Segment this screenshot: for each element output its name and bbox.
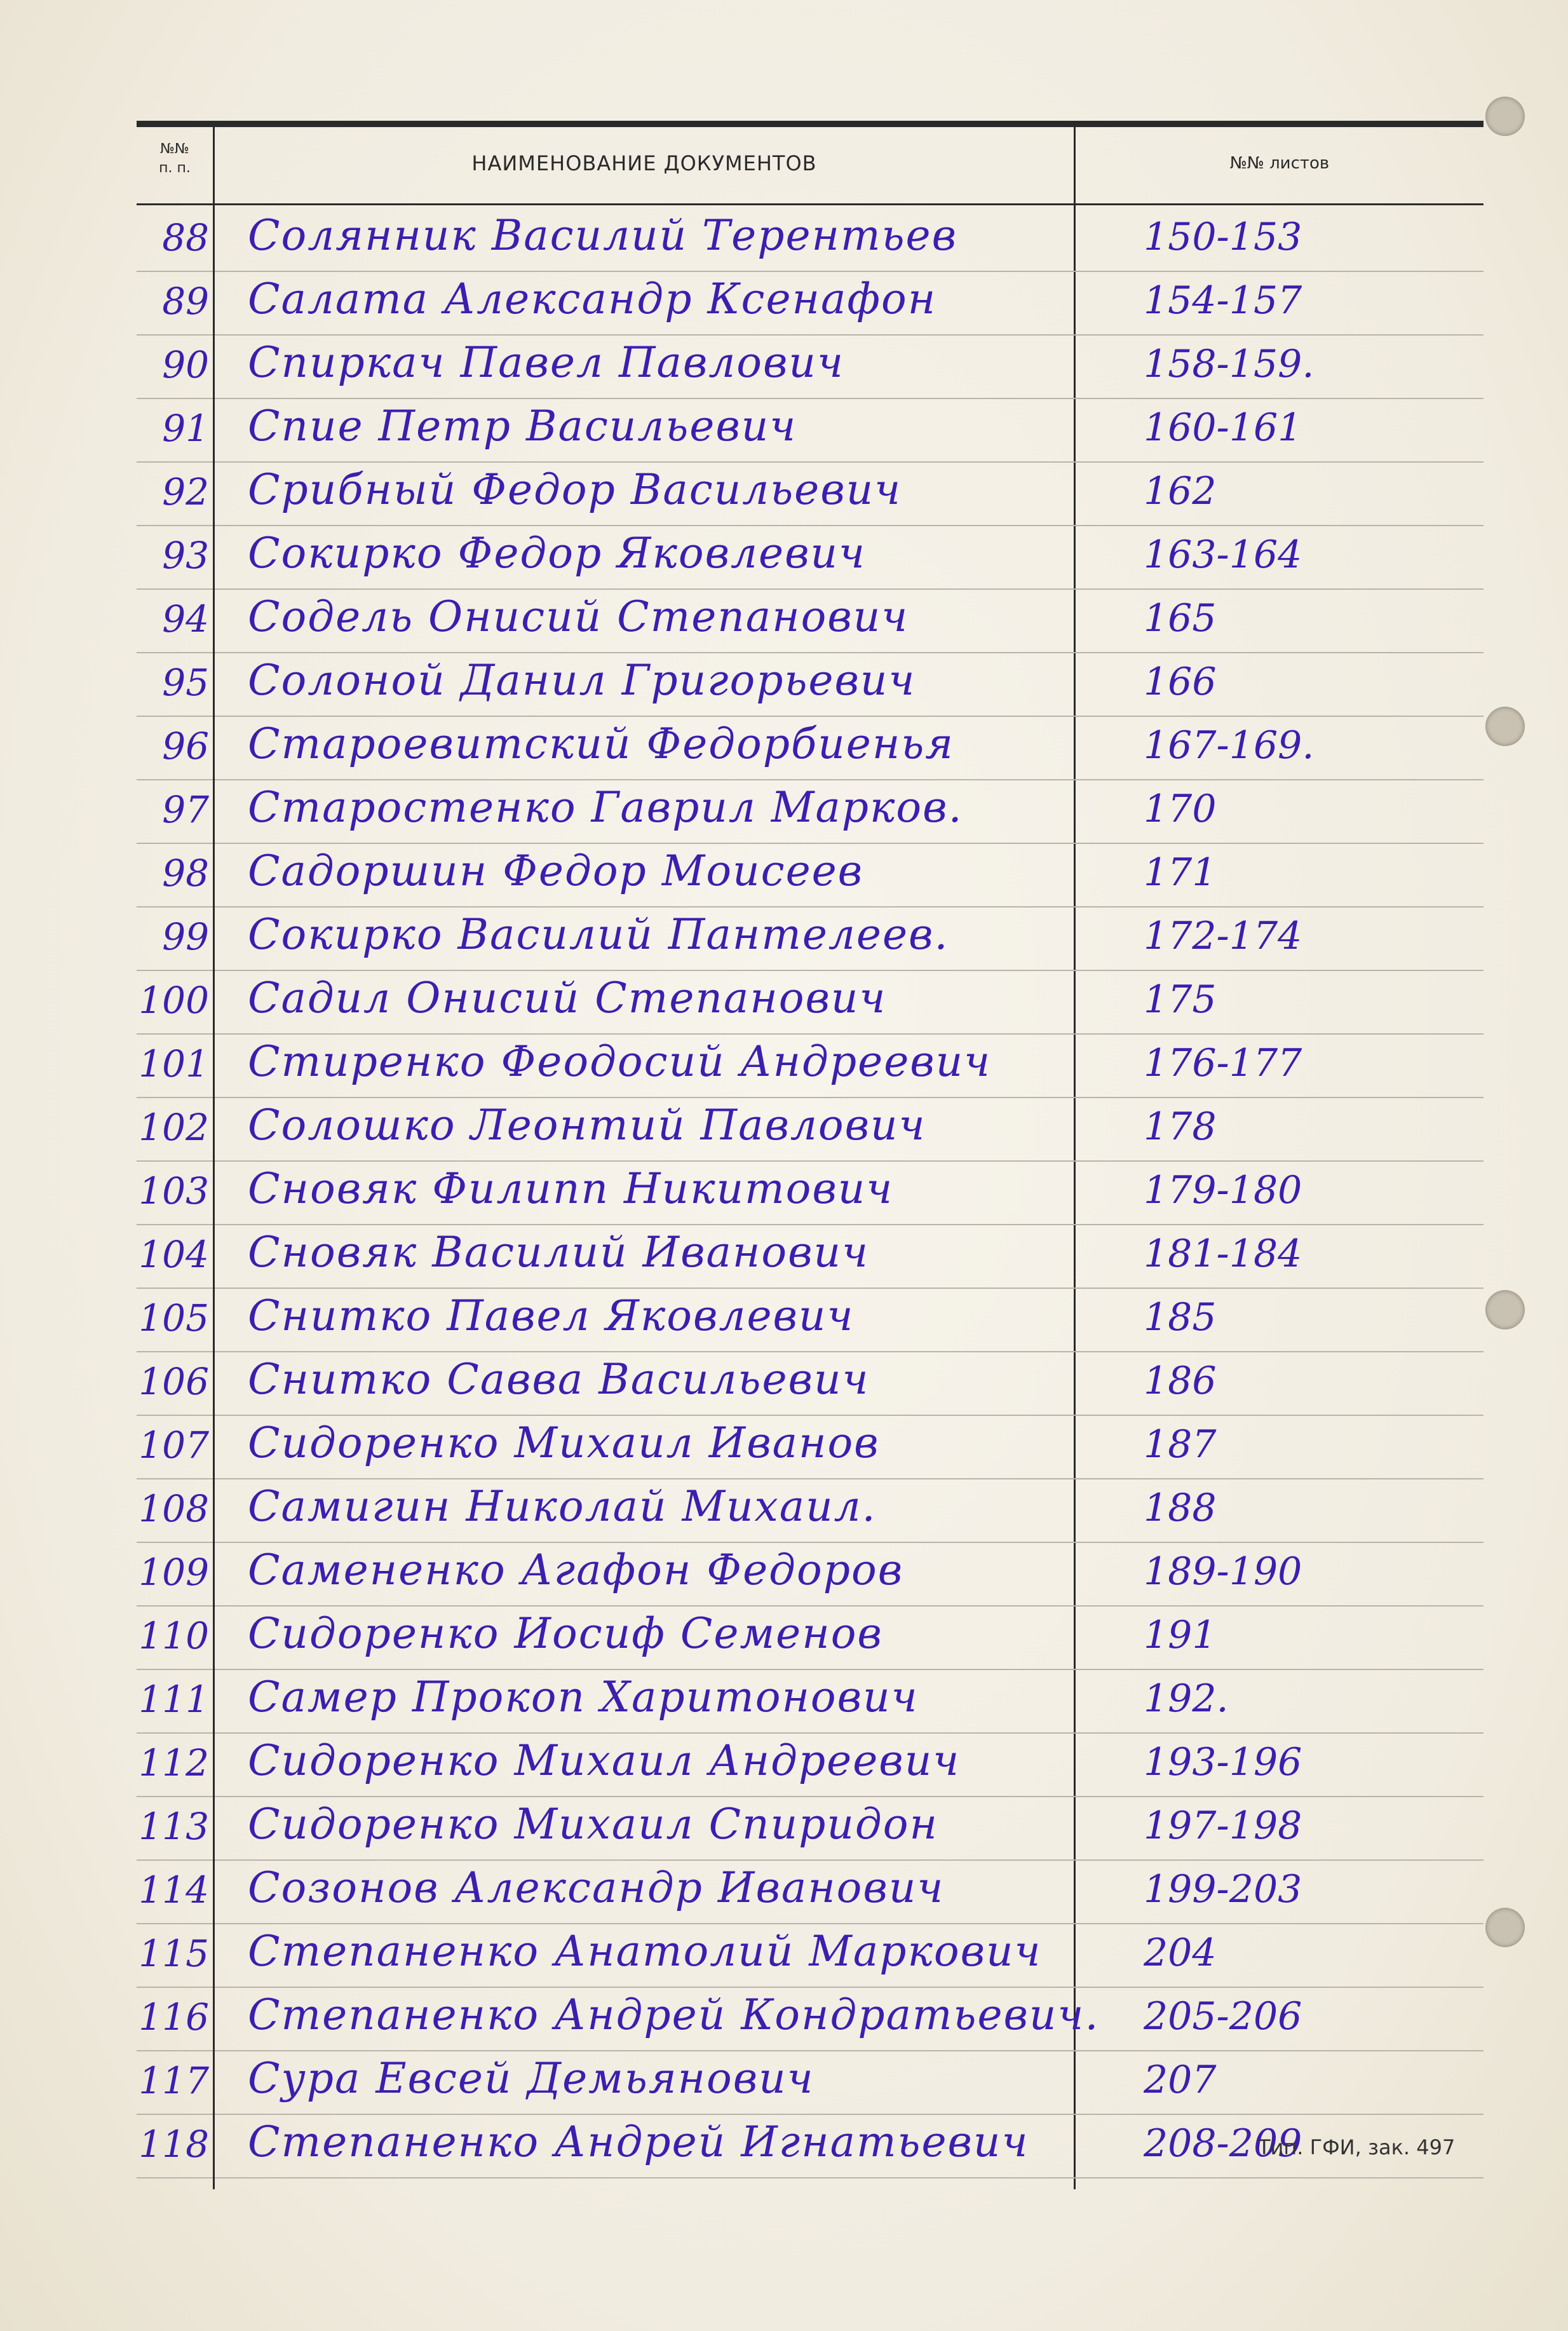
row-sheet-numbers: 179-180 — [1144, 1168, 1302, 1213]
row-number: 115 — [139, 1932, 209, 1975]
row-document-name: Садоршин Федор Моисеев — [248, 846, 864, 895]
row-rule-number-column — [137, 525, 213, 526]
table-row — [137, 1735, 1484, 1798]
row-number: 107 — [139, 1424, 209, 1467]
row-number: 101 — [139, 1042, 209, 1085]
row-sheet-numbers: 186 — [1144, 1359, 1217, 1403]
row-sheet-numbers: 158-159. — [1144, 342, 1315, 386]
row-rule — [215, 1859, 1484, 1861]
row-number: 114 — [139, 1868, 209, 1912]
row-rule — [215, 1669, 1484, 1670]
row-sheet-numbers: 181-184 — [1144, 1232, 1302, 1276]
table-row — [137, 1671, 1484, 1735]
row-number: 91 — [162, 407, 209, 450]
row-number: 96 — [162, 724, 209, 768]
table-row — [137, 337, 1484, 400]
row-number: 103 — [139, 1169, 209, 1213]
row-rule — [215, 779, 1484, 780]
binder-hole-lower — [1485, 1290, 1525, 1329]
row-document-name: Старостенко Гаврил Марков. — [248, 783, 963, 832]
table-row — [137, 782, 1484, 845]
row-rule-number-column — [137, 716, 213, 717]
row-rule-number-column — [137, 1160, 213, 1162]
row-sheet-numbers: 205-206 — [1144, 1994, 1302, 2039]
row-document-name: Сидоренко Иосиф Семенов — [248, 1609, 883, 1658]
row-number: 110 — [139, 1614, 209, 1657]
row-rule-number-column — [137, 588, 213, 590]
row-rule — [215, 1923, 1484, 1924]
row-number: 112 — [139, 1741, 209, 1784]
row-rule-number-column — [137, 1415, 213, 1416]
row-sheet-numbers: 197-198 — [1144, 1804, 1302, 1848]
row-document-name: Созонов Александр Иванович — [248, 1863, 945, 1912]
table-row — [137, 464, 1484, 527]
row-number: 99 — [162, 915, 209, 958]
table-row — [137, 527, 1484, 591]
binder-hole-middle — [1485, 707, 1525, 746]
row-rule-number-column — [137, 1224, 213, 1225]
table-row — [137, 655, 1484, 718]
table-row — [137, 909, 1484, 972]
row-document-name: Сновяк Василий Иванович — [248, 1228, 870, 1277]
row-rule — [215, 398, 1484, 399]
row-document-name: Самигин Николай Михаил. — [248, 1482, 877, 1531]
row-document-name: Самер Прокоп Харитонович — [248, 1673, 919, 1722]
row-document-name: Староевитский Федорбиенья — [248, 719, 954, 768]
row-rule — [215, 1478, 1484, 1479]
row-rule — [215, 1605, 1484, 1607]
row-rule-number-column — [137, 652, 213, 653]
row-document-name: Сновяк Филипп Никитович — [248, 1164, 894, 1213]
table-row — [137, 1481, 1484, 1544]
row-rule-number-column — [137, 843, 213, 844]
row-number: 108 — [139, 1487, 209, 1530]
row-document-name: Сокирко Василий Пантелеев. — [248, 910, 949, 959]
row-document-name: Стиренко Феодосий Андреевич — [248, 1037, 992, 1086]
row-rule — [215, 1033, 1484, 1035]
row-rule-number-column — [137, 1732, 213, 1734]
row-document-name: Степаненко Анатолий Маркович — [248, 1927, 1042, 1976]
row-rule-number-column — [137, 2114, 213, 2115]
row-number: 89 — [162, 280, 209, 323]
row-rule-number-column — [137, 1987, 213, 1988]
row-rule — [215, 1987, 1484, 1988]
row-sheet-numbers: 185 — [1144, 1295, 1217, 1340]
row-number: 97 — [162, 788, 209, 831]
row-number: 106 — [139, 1360, 209, 1403]
row-rule-number-column — [137, 1542, 213, 1543]
row-rule — [215, 1224, 1484, 1225]
row-rule — [215, 1415, 1484, 1416]
table-row — [137, 1798, 1484, 1862]
row-number: 109 — [139, 1551, 209, 1594]
row-sheet-numbers: 170 — [1144, 787, 1217, 831]
binder-hole-bottom — [1485, 1908, 1525, 1947]
row-document-name: Сокирко Федор Яковлевич — [248, 529, 867, 578]
row-document-name: Сидоренко Михаил Андреевич — [248, 1736, 961, 1785]
row-document-name: Снитко Савва Васильевич — [248, 1355, 870, 1404]
row-document-name: Спие Петр Васильевич — [248, 402, 797, 451]
row-rule-number-column — [137, 271, 213, 272]
row-rule — [215, 843, 1484, 844]
row-number: 111 — [139, 1678, 209, 1721]
row-sheet-numbers: 191 — [1144, 1613, 1217, 1657]
row-sheet-numbers: 188 — [1144, 1486, 1217, 1530]
table-row — [137, 210, 1484, 273]
row-rule-number-column — [137, 1033, 213, 1035]
row-document-name: Самененко Агафон Федоров — [248, 1546, 904, 1594]
row-document-name: Салата Александр Ксенафон — [248, 275, 937, 323]
row-document-name: Садил Онисий Степанович — [248, 974, 887, 1023]
row-document-name: Степаненко Андрей Игнатьевич — [248, 2117, 1029, 2166]
row-document-name: Сидоренко Михаил Спиридон — [248, 1800, 938, 1849]
row-rule-number-column — [137, 1605, 213, 1607]
header-number: №№ п. п. — [159, 141, 191, 176]
row-number: 94 — [162, 597, 209, 641]
row-document-name: Срибный Федор Васильевич — [248, 465, 902, 514]
table-row — [137, 1290, 1484, 1354]
row-sheet-numbers: 193-196 — [1144, 1740, 1302, 1784]
header-document-names: НАИМЕНОВАНИЕ ДОКУМЕНТОВ — [471, 151, 817, 175]
table-row — [137, 2053, 1484, 2116]
row-rule-number-column — [137, 1859, 213, 1861]
row-sheet-numbers: 172-174 — [1144, 914, 1302, 958]
row-number: 118 — [139, 2123, 209, 2166]
table-row — [137, 1862, 1484, 1926]
row-rule-number-column — [137, 1288, 213, 1289]
table-row — [137, 1417, 1484, 1481]
documents-table — [137, 121, 1484, 2189]
row-rule-number-column — [137, 1097, 213, 1098]
row-sheet-numbers: 150-153 — [1144, 215, 1302, 259]
table-row — [137, 972, 1484, 1036]
row-document-name: Спиркач Павел Павлович — [248, 338, 844, 387]
row-sheet-numbers: 189-190 — [1144, 1549, 1302, 1594]
row-document-name: Солоной Данил Григорьевич — [248, 656, 916, 705]
row-rule — [215, 716, 1484, 717]
table-row — [137, 845, 1484, 909]
row-number: 88 — [162, 216, 209, 259]
table-row — [137, 1926, 1484, 1989]
row-document-name: Снитко Павел Яковлевич — [248, 1291, 855, 1340]
row-rule-number-column — [137, 1923, 213, 1924]
row-sheet-numbers: 175 — [1144, 977, 1217, 1022]
row-rule — [215, 906, 1484, 907]
row-rule — [215, 1732, 1484, 1734]
row-rule-number-column — [137, 1796, 213, 1797]
table-row — [137, 1608, 1484, 1671]
table-top-rule — [137, 121, 1484, 127]
row-number: 90 — [162, 343, 209, 386]
row-number: 102 — [139, 1106, 209, 1149]
row-number: 117 — [139, 2059, 209, 2102]
row-document-name: Степаненко Андрей Кондратьевич. — [248, 1990, 1100, 2039]
row-sheet-numbers: 171 — [1144, 850, 1217, 895]
row-sheet-numbers: 162 — [1144, 469, 1217, 513]
row-number: 92 — [162, 470, 209, 513]
row-rule — [215, 1288, 1484, 1289]
row-rule-number-column — [137, 1351, 213, 1352]
row-sheet-numbers: 176-177 — [1144, 1041, 1302, 1085]
table-row — [137, 718, 1484, 782]
row-rule — [215, 525, 1484, 526]
row-sheet-numbers: 166 — [1144, 660, 1217, 704]
row-sheet-numbers: 207 — [1144, 2058, 1217, 2102]
table-row — [137, 1544, 1484, 1608]
printer-imprint: Тип. ГФИ, зак. 497 — [1258, 2135, 1456, 2159]
row-sheet-numbers: 204 — [1144, 1931, 1217, 1975]
row-rule-number-column — [137, 2177, 213, 2178]
row-document-name: Сура Евсей Демьянович — [248, 2054, 814, 2103]
table-header-rule — [137, 203, 1484, 205]
row-rule-number-column — [137, 779, 213, 780]
table-row — [137, 1354, 1484, 1417]
row-number: 95 — [162, 661, 209, 704]
row-number: 93 — [162, 534, 209, 577]
row-rule — [215, 1796, 1484, 1797]
row-sheet-numbers: 178 — [1144, 1104, 1217, 1149]
table-row — [137, 1099, 1484, 1163]
row-number: 98 — [162, 852, 209, 895]
row-rule — [215, 1542, 1484, 1543]
row-rule — [215, 970, 1484, 971]
row-rule — [215, 2114, 1484, 2115]
row-rule-number-column — [137, 1478, 213, 1479]
row-rule-number-column — [137, 461, 213, 463]
row-rule-number-column — [137, 398, 213, 399]
row-rule — [215, 1097, 1484, 1098]
row-rule — [215, 2177, 1484, 2178]
row-rule-number-column — [137, 970, 213, 971]
row-number: 105 — [139, 1296, 209, 1340]
row-sheet-numbers: 208-209 — [1144, 2121, 1302, 2166]
row-rule-number-column — [137, 1669, 213, 1670]
binder-hole-top — [1485, 97, 1525, 136]
row-rule-number-column — [137, 2050, 213, 2051]
row-sheet-numbers: 154-157 — [1144, 278, 1302, 323]
row-sheet-numbers: 187 — [1144, 1422, 1217, 1467]
row-number: 104 — [139, 1233, 209, 1276]
row-rule — [215, 652, 1484, 653]
row-number: 113 — [139, 1805, 209, 1848]
row-sheet-numbers: 167-169. — [1144, 723, 1315, 768]
row-sheet-numbers: 192. — [1144, 1676, 1229, 1721]
table-row — [137, 1989, 1484, 2053]
row-rule — [215, 1351, 1484, 1352]
row-document-name: Содель Онисий Степанович — [248, 592, 909, 641]
row-document-name: Солошко Леонтий Павлович — [248, 1101, 926, 1150]
row-sheet-numbers: 163-164 — [1144, 533, 1302, 577]
row-rule — [215, 461, 1484, 463]
table-row — [137, 400, 1484, 464]
table-row — [137, 1227, 1484, 1290]
row-rule — [215, 1160, 1484, 1162]
table-row — [137, 1036, 1484, 1099]
row-rule — [215, 2050, 1484, 2051]
row-document-name: Сидоренко Михаил Иванов — [248, 1418, 880, 1467]
row-sheet-numbers: 160-161 — [1144, 405, 1302, 450]
row-document-name: Солянник Василий Терентьев — [248, 211, 957, 260]
row-number: 116 — [139, 1995, 209, 2039]
header-sheet-numbers: №№ листов — [1229, 154, 1330, 173]
row-sheet-numbers: 165 — [1144, 596, 1217, 641]
row-rule — [215, 271, 1484, 272]
table-row — [137, 1163, 1484, 1227]
row-rule — [215, 588, 1484, 590]
row-rule-number-column — [137, 906, 213, 907]
row-number: 100 — [139, 979, 209, 1022]
row-rule-number-column — [137, 334, 213, 336]
table-row — [137, 273, 1484, 337]
table-row — [137, 591, 1484, 655]
row-sheet-numbers: 199-203 — [1144, 1867, 1302, 1912]
row-rule — [215, 334, 1484, 336]
